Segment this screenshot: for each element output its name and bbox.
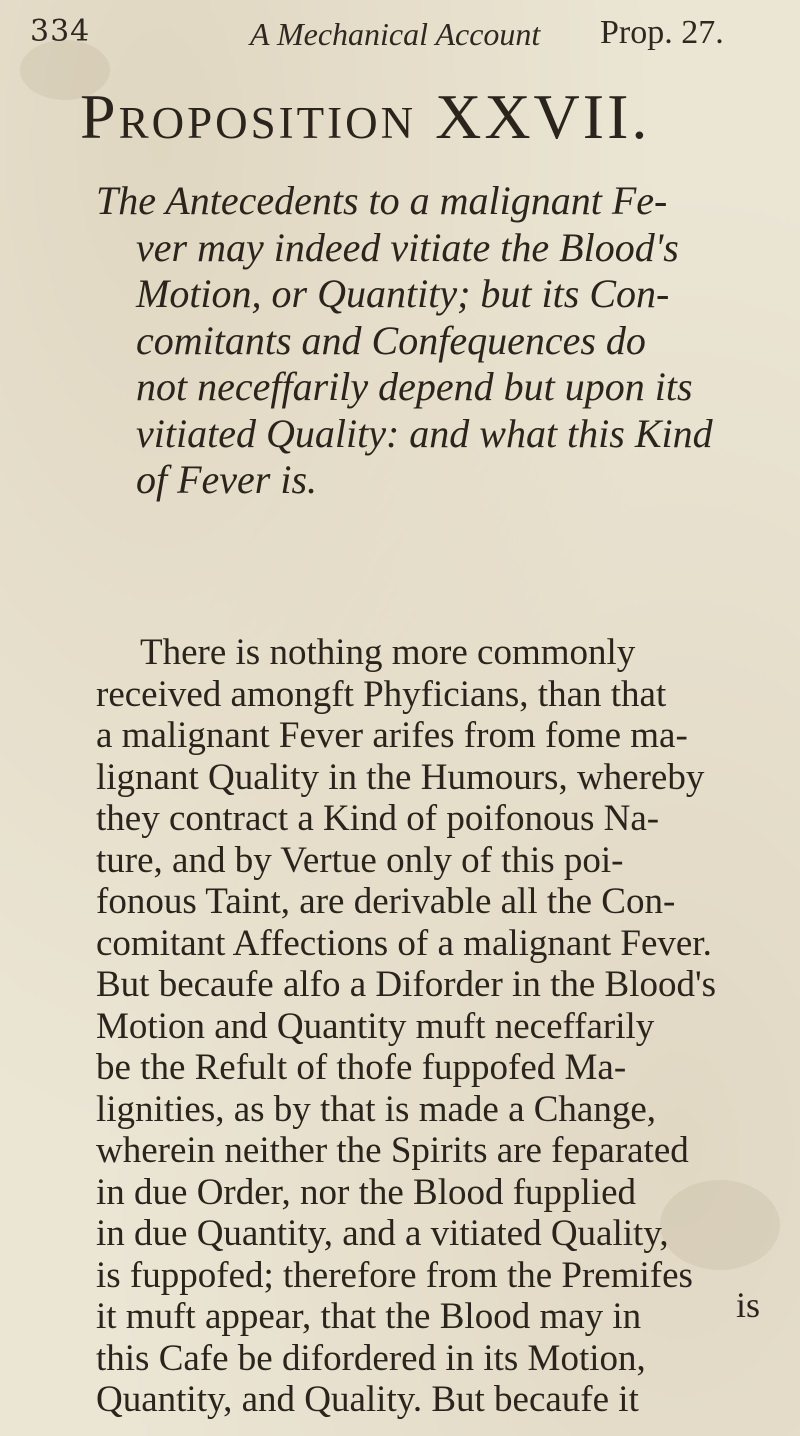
summary-line: comitants and Confequences do (136, 317, 646, 363)
body-paragraph (96, 632, 776, 1421)
body-line: There is nothing more commonly (140, 632, 636, 673)
body-line: a malignant Fever arifes from fome ma- (96, 715, 688, 756)
catchword: is (736, 1285, 761, 1325)
running-head (30, 14, 790, 74)
body-line: be the Refult of thofe fuppofed Ma- (96, 1047, 627, 1088)
body-line: But becaufe alfo a Diforder in the Blood's (96, 964, 717, 1005)
body-line: it muft appear, that the Blood may in (96, 1296, 642, 1337)
body-line: is fuppofed; therefore from the Premifes (96, 1254, 693, 1296)
body-line: lignities, as by that is made a Change, (96, 1088, 657, 1130)
summary-line: vitiated Quality: and what this Kind (136, 410, 713, 456)
running-title: A Mechanical Account (250, 16, 541, 52)
proposition-summary (96, 178, 776, 504)
summary-line: Motion, or Quantity; but its Con- (136, 271, 670, 316)
body-line: received amongft Phyficians, than that (96, 673, 667, 715)
body-line: they contract a Kind of poifonous Na- (96, 798, 660, 839)
summary-line: not neceffarily depend but upon its (136, 364, 693, 409)
summary-line: ver may indeed vitiate the Blood's (136, 224, 679, 270)
body-line: Quantity, and Quality. But becaufe it (96, 1379, 639, 1420)
page-number: 334 (30, 14, 91, 49)
body-line: Motion and Quantity muft neceffarily (96, 1005, 655, 1047)
body-line: in due Order, nor the Blood fupplied (96, 1171, 637, 1213)
summary-line: of Fever is. (136, 457, 318, 502)
body-line: ture, and by Vertue only of this poi- (96, 839, 624, 881)
body-line: wherein neither the Spirits are feparated (96, 1130, 689, 1171)
body-line: lignant Quality in the Humours, whereby (96, 756, 705, 798)
proposition-heading: Proposition XXVII. (80, 81, 651, 152)
body-line: fonous Taint, are derivable all the Con- (96, 881, 676, 922)
summary-line: The Antecedents to a malignant Fe- (96, 178, 668, 223)
running-proposition-number: Prop. 27. (600, 14, 724, 51)
body-line: comitant Affections of a malignant Fever. (96, 922, 712, 964)
body-line: in due Quantity, and a vitiated Quality, (96, 1213, 669, 1254)
body-line: this Cafe be difordered in its Motion, (96, 1337, 646, 1379)
